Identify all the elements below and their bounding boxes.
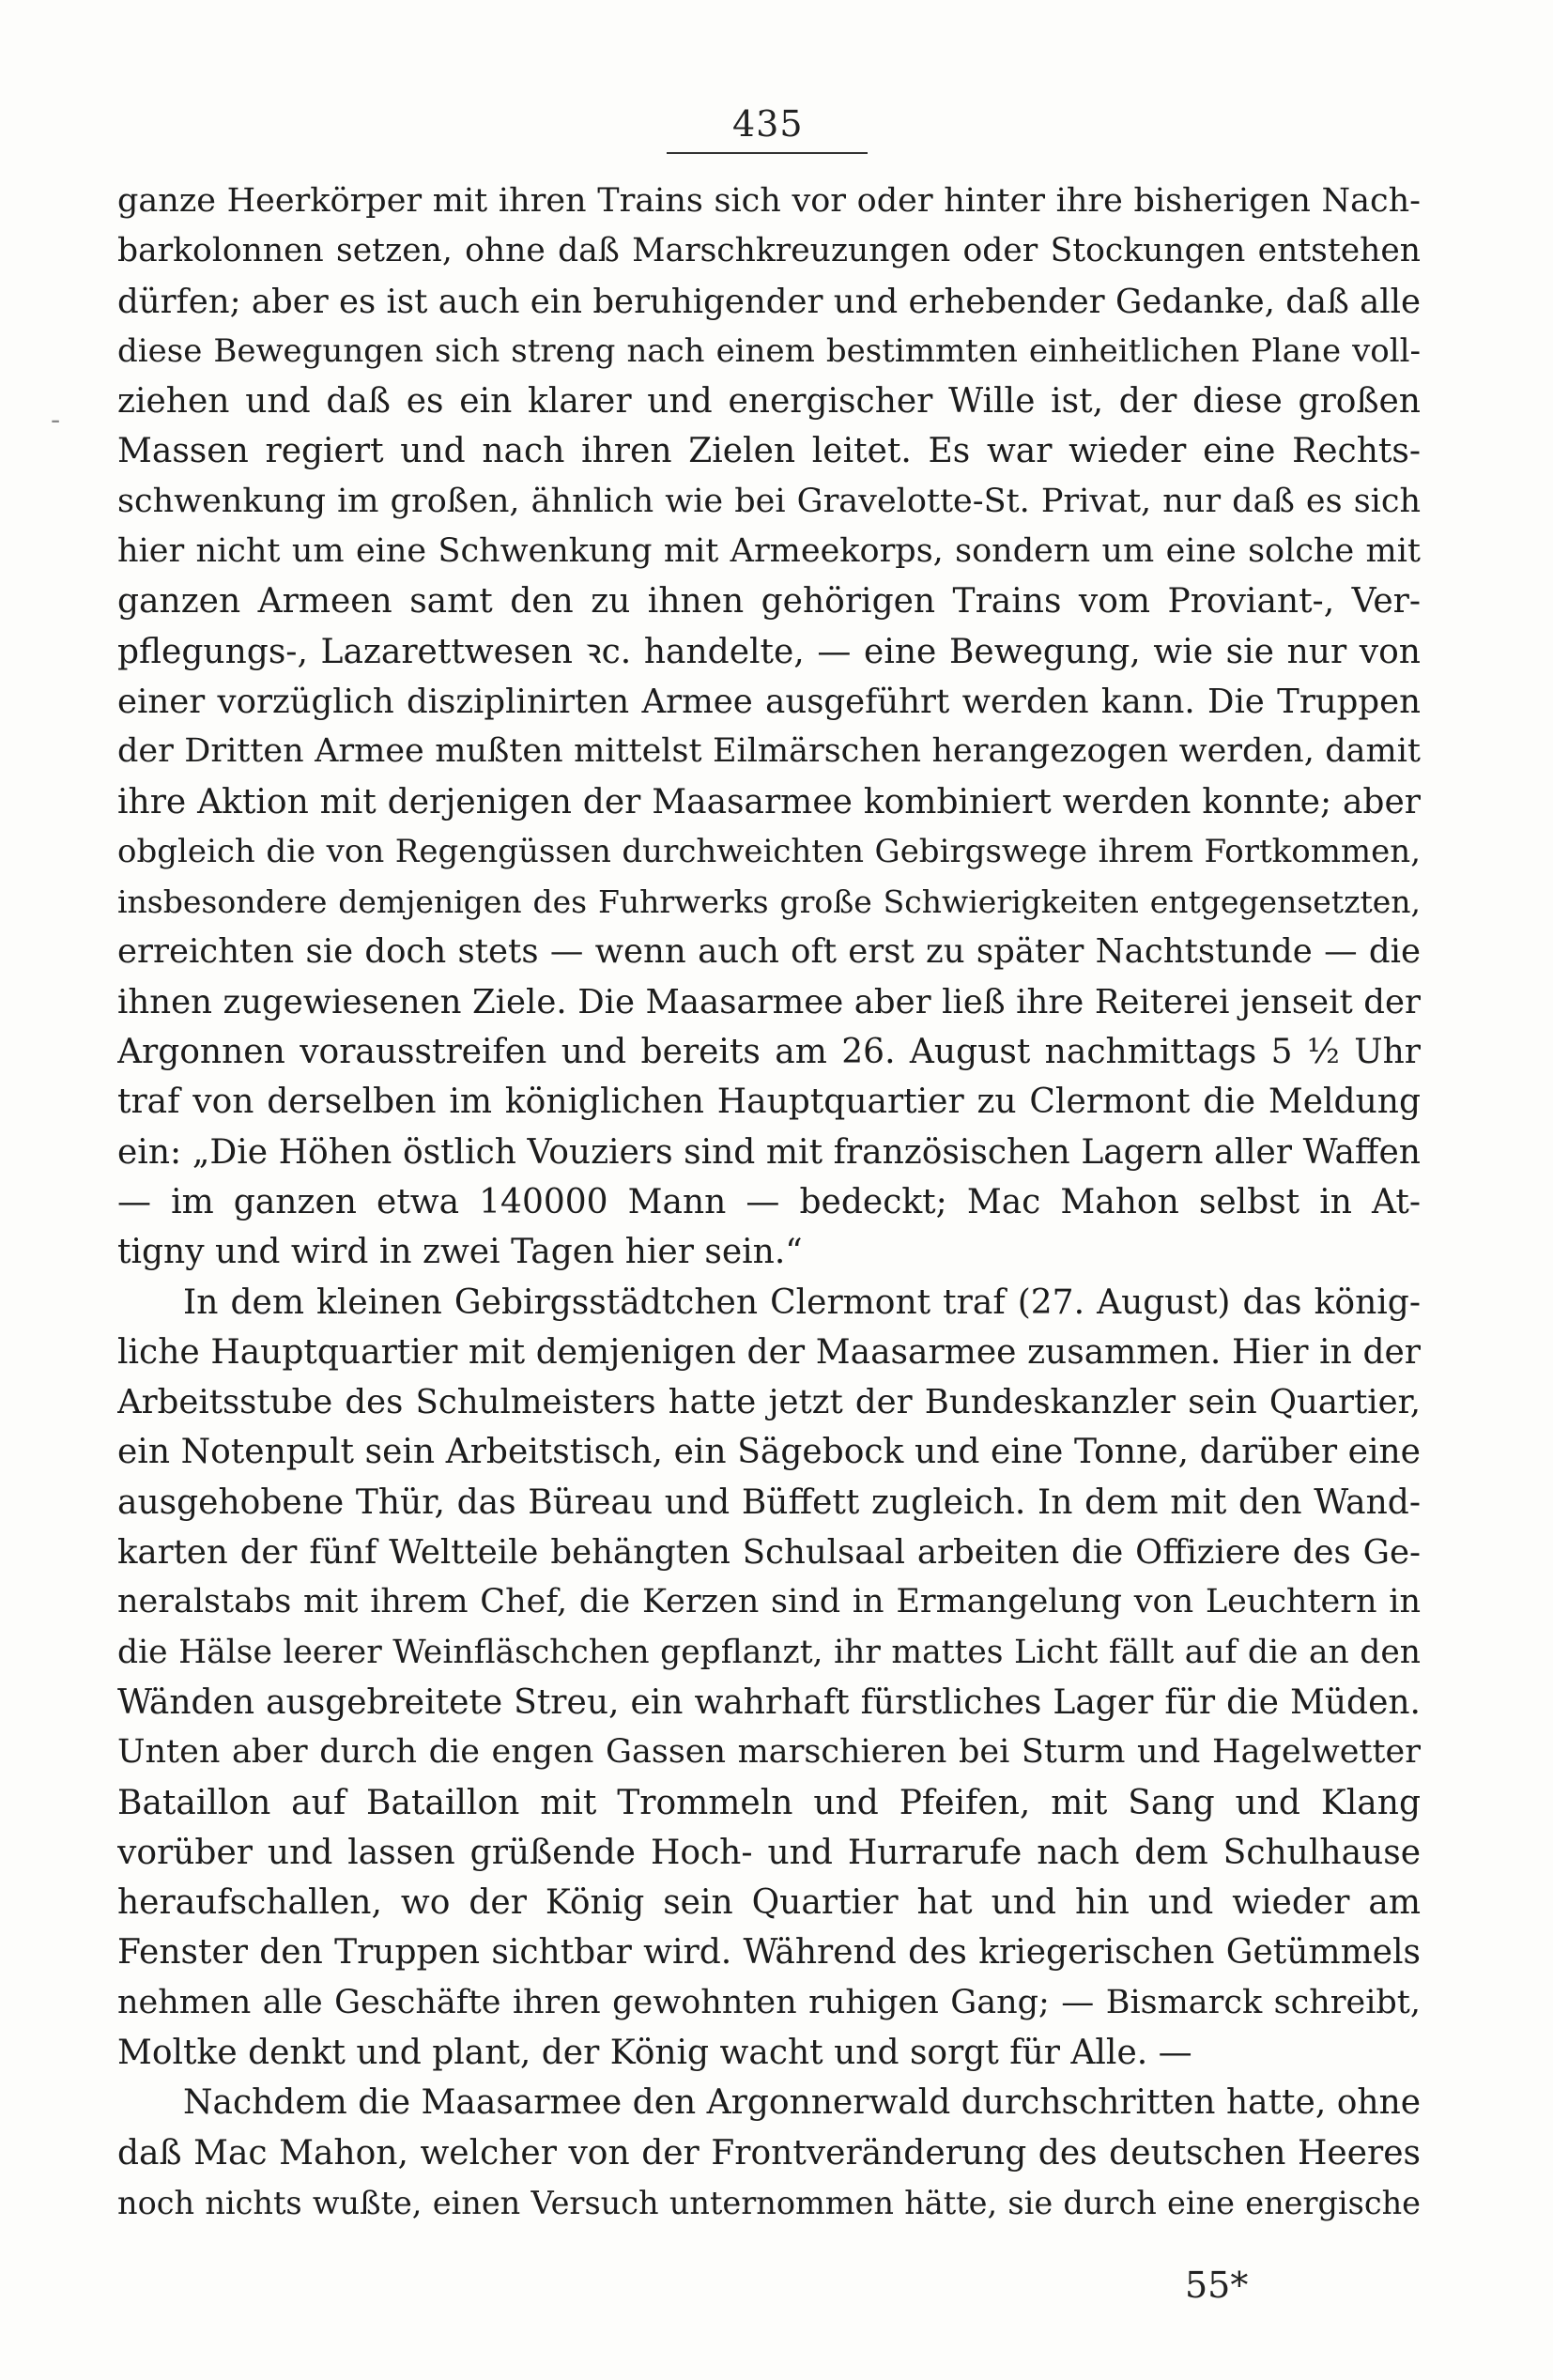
text-line: Unten aber durch die engen Gassen marschieren bei Sturm und Hagelwetter bbox=[117, 1733, 1421, 1772]
text-line: daß Mac Mahon, welcher von der Frontveränderung des deutschen Heeres bbox=[117, 2133, 1421, 2173]
text-line: dürfen; aber es ist auch ein beruhigender und erhebender Gedanke, daß alle bbox=[117, 282, 1421, 321]
printer-signature: 55* bbox=[1185, 2265, 1249, 2306]
text-line: der Dritten Armee mußten mittelst Eilmärschen herangezogen werden, damit bbox=[117, 732, 1421, 771]
text-line: nehmen alle Geschäfte ihren gewohnten ruhigen Gang; — Bismarck schreibt, bbox=[117, 1983, 1421, 2021]
text-line: die Hälse leerer Weinfläschchen gepflanzt, ihr mattes Licht fällt auf die an den bbox=[117, 1633, 1421, 1671]
text-line: Fenster den Truppen sichtbar wird. Während des kriegerischen Getümmels bbox=[117, 1933, 1421, 1973]
text-line: Argonnen vorausstreifen und bereits am 26. August nachmittags 5 ½ Uhr bbox=[117, 1033, 1421, 1072]
text-line: ihre Aktion mit derjenigen der Maasarmee kombiniert werden konnte; aber bbox=[117, 782, 1421, 821]
margin-mark: - bbox=[51, 404, 61, 437]
text-line: ihnen zugewiesenen Ziele. Die Maasarmee aber ließ ihre Reiterei jenseit der bbox=[117, 982, 1421, 1021]
text-line: karten der fünf Weltteile behängten Schulsaal arbeiten die Offiziere des Ge- bbox=[117, 1533, 1421, 1573]
text-line: barkolonnen setzen, ohne daß Marschkreuzungen oder Stockungen entstehen bbox=[117, 232, 1421, 270]
text-line: erreichten sie doch stets — wenn auch oft erst zu später Nachtstunde — die bbox=[117, 932, 1421, 972]
text-line: diese Bewegungen sich streng nach einem bestimmten einheitlichen Plane voll- bbox=[117, 331, 1421, 370]
text-line: ein: „Die Höhen östlich Vouziers sind mit französischen Lagern aller Waffen bbox=[117, 1132, 1421, 1172]
text-line: tigny und wird in zwei Tagen hier sein.“ bbox=[117, 1233, 803, 1272]
text-line: Massen regiert und nach ihren Zielen leitet. Es war wieder eine Rechts- bbox=[117, 432, 1421, 471]
text-line: noch nichts wußte, einen Versuch unternommen hätte, sie durch eine energische bbox=[117, 2184, 1421, 2221]
text-line: neralstabs mit ihrem Chef, die Kerzen sind in Ermangelung von Leuchtern in bbox=[117, 1583, 1421, 1621]
text-line: Nachdem die Maasarmee den Argonnerwald durchschritten hatte, ohne bbox=[183, 2083, 1421, 2123]
text-line: — im ganzen etwa 140000 Mann — bedeckt; Mac Mahon selbst in At- bbox=[117, 1182, 1421, 1221]
text-line: In dem kleinen Gebirgsstädtchen Clermont traf (27. August) das könig- bbox=[183, 1282, 1421, 1322]
text-line: heraufschallen, wo der König sein Quartier hat und hin und wieder am bbox=[117, 1883, 1421, 1923]
text-line: ausgehobene Thür, das Büreau und Büffett zugleich. In dem mit den Wand- bbox=[117, 1482, 1421, 1522]
text-line: ziehen und daß es ein klarer und energischer Wille ist, der diese großen bbox=[117, 382, 1421, 422]
text-line: Moltke denkt und plant, der König wacht und sorgt für Alle. — bbox=[117, 2033, 1192, 2072]
text-line: schwenkung im großen, ähnlich wie bei Gravelotte-St. Privat, nur daß es sich bbox=[117, 482, 1421, 520]
text-line: Arbeitsstube des Schulmeisters hatte jetzt der Bundeskanzler sein Quartier, bbox=[117, 1383, 1421, 1422]
text-line: ganzen Armeen samt den zu ihnen gehörigen Trains vom Proviant-, Ver- bbox=[117, 582, 1421, 622]
text-line: vorüber und lassen grüßende Hoch- und Hurrarufe nach dem Schulhause bbox=[117, 1833, 1421, 1872]
body-text bbox=[117, 177, 1421, 2228]
text-line: einer vorzüglich disziplinirten Armee ausgeführt werden kann. Die Truppen bbox=[117, 682, 1421, 721]
header-rule bbox=[667, 152, 868, 154]
text-line: pflegungs-, Lazarettwesen ꝛc. handelte, — eine Bewegung, wie sie nur von bbox=[117, 632, 1421, 671]
text-line: ein Notenpult sein Arbeitstisch, ein Sägebock und eine Tonne, darüber eine bbox=[117, 1433, 1421, 1472]
text-line: hier nicht um eine Schwenkung mit Armeekorps, sondern um eine solche mit bbox=[117, 532, 1421, 571]
text-line: traf von derselben im königlichen Hauptquartier zu Clermont die Meldung bbox=[117, 1083, 1421, 1122]
text-line: insbesondere demjenigen des Fuhrwerks große Schwierigkeiten entgegensetzten, bbox=[117, 883, 1421, 921]
page-number: 435 bbox=[732, 103, 804, 145]
text-line: ganze Heerkörper mit ihren Trains sich vor oder hinter ihre bisherigen Nach- bbox=[117, 182, 1421, 220]
text-line: Bataillon auf Bataillon mit Trommeln und Pfeifen, mit Sang und Klang bbox=[117, 1783, 1421, 1822]
text-line: Wänden ausgebreitete Streu, ein wahrhaft fürstliches Lager für die Müden. bbox=[117, 1682, 1421, 1722]
text-line: obgleich die von Regengüssen durchweichten Gebirgswege ihrem Fortkommen, bbox=[117, 832, 1421, 870]
text-line: liche Hauptquartier mit demjenigen der Maasarmee zusammen. Hier in der bbox=[117, 1332, 1421, 1372]
